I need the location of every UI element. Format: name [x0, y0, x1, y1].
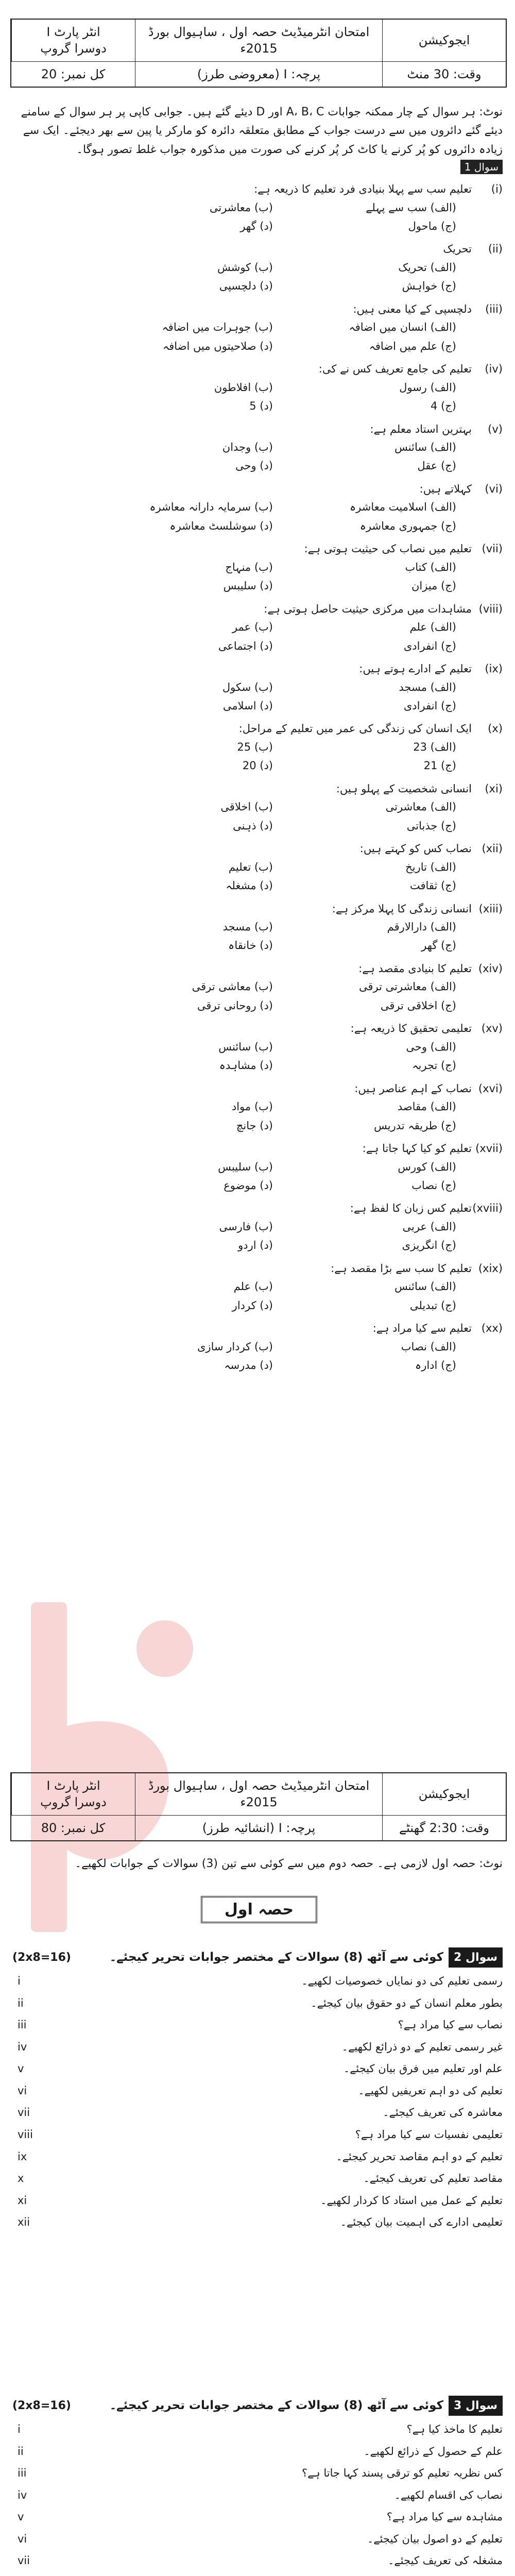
mcq-option-a: (الف) مسجد	[399, 681, 456, 693]
short-question-text: بطور معلم انسان کے دو حقوق بیان کیجئے۔	[311, 1996, 503, 2009]
mcq-stem	[12, 601, 503, 618]
short-question-text: علم اور تعلیم میں فرق بیان کیجئے۔	[343, 2062, 503, 2075]
mcq-option-c: (ج) 4	[431, 400, 456, 413]
mcq-stem	[12, 661, 503, 677]
mcq-options	[12, 1339, 503, 1374]
mcq-item	[12, 1081, 503, 1133]
short-question-number: xii	[18, 2216, 30, 2229]
total-marks-cell-2: کل نمبر: 80	[11, 1815, 135, 1840]
mcq-option-c: (ج) ادارہ	[415, 1359, 456, 1372]
mcq-option-a: (الف) معاشرتی	[385, 801, 456, 814]
short-question-number: iii	[18, 2019, 27, 2031]
mcq-option-b: (ب) سکول	[222, 681, 273, 693]
mcq-options	[12, 1159, 503, 1194]
mcq-option-d: (د) کردار	[232, 1299, 273, 1312]
question-3-list	[12, 2421, 503, 2576]
short-question-number: vi	[18, 2084, 27, 2097]
mcq-number: (i)	[491, 183, 503, 195]
paper-type-cell-2: پرچہ: I (انشائیہ طرز)	[135, 1815, 382, 1840]
mcq-question: نصاب کے اہم عناصر ہیں:	[354, 1082, 472, 1095]
mcq-item	[12, 181, 503, 234]
mcq-option-d: (د) اسلامی	[222, 699, 273, 712]
short-question-number: iii	[18, 2467, 27, 2480]
mcq-number: (v)	[488, 422, 503, 435]
mcq-option-d: (د) گھر	[240, 219, 273, 232]
mcq-option-b: (ب) 25	[237, 740, 273, 753]
exam-title-cell-2: امتحان انٹرمیڈیٹ حصہ اول ، ساہیوال بورڈ 2015ء	[135, 1773, 382, 1815]
short-question-text: تعلیمی ادارے کی اہمیت بیان کیجئے۔	[340, 2216, 503, 2229]
mcq-stem	[12, 1141, 503, 1157]
short-question-text: تعلیم کے دو اصول بیان کیجئے۔	[367, 2532, 503, 2545]
mcq-number: (xi)	[485, 782, 503, 795]
mcq-option-b: (ب) عمر	[232, 621, 273, 634]
part-label: انٹر پارٹ I	[46, 25, 100, 39]
short-question-text: کس نظریہ تعلیم کو ترقی پسند کہا جاتا ہے؟	[301, 2467, 503, 2480]
mcq-number: (xiv)	[478, 962, 503, 975]
mcq-item	[12, 901, 503, 954]
mcq-option-d: (د) مشاہدہ	[219, 1059, 273, 1072]
mcq-question: تعلیم سے کیا مراد ہے:	[372, 1322, 472, 1335]
question-2-title: کوئی سے آٹھ (8) سوالات کے مختصر جوابات تحریر کیجئے۔	[109, 1951, 443, 1964]
short-question-number: x	[18, 2172, 24, 2185]
short-question-number: v	[18, 2511, 24, 2523]
mcq-question: مشاہدات میں مرکزی حیثیت حاصل ہوتی ہے:	[264, 602, 472, 615]
mcq-stem	[12, 241, 503, 258]
mcq-stem	[12, 301, 503, 318]
short-question-text: تعلیم کے دو اہم مقاصد تحریر کیجئے۔	[336, 2150, 503, 2163]
mcq-number: (xx)	[481, 1322, 503, 1335]
mcq-stem	[12, 841, 503, 857]
question-2-tag: سوال 2	[449, 1947, 503, 1968]
mcq-option-b: (ب) کردار سازی	[197, 1340, 273, 1353]
mcq-stem	[12, 361, 503, 378]
mcq-option-a: (الف) عربی	[402, 1220, 456, 1233]
mcq-stem	[12, 1200, 503, 1217]
short-question	[12, 1995, 503, 2012]
objective-header	[10, 19, 507, 88]
short-question	[12, 2039, 503, 2056]
mcq-options	[12, 619, 503, 654]
short-question	[12, 2148, 503, 2165]
mcq-option-d: (د) 5	[249, 400, 273, 413]
mcq-question: انسانی شخصیت کے پہلو ہیں:	[336, 782, 472, 795]
mcq-options	[12, 439, 503, 474]
mcq-option-b: (ب) وجدان	[222, 441, 273, 453]
mcq-item	[12, 841, 503, 893]
short-question	[12, 2552, 503, 2569]
mcq-stem	[12, 781, 503, 798]
short-question-number: i	[18, 2423, 21, 2436]
mcq-stem	[12, 541, 503, 557]
mcq-option-d: (د) مشغلہ	[226, 879, 273, 892]
mcq-options	[12, 319, 503, 354]
mcq-number: (ii)	[488, 243, 503, 256]
short-question-text: تعلیم کا ماخذ کیا ہے؟	[406, 2423, 503, 2436]
watermark-logo-icon	[10, 1571, 227, 1963]
mcq-option-a: (الف) علم	[409, 621, 456, 634]
mcq-options	[12, 859, 503, 894]
mcq-stem	[12, 901, 503, 918]
short-question-text: غیر رسمی تعلیم کے دو ذرائع لکھیے۔	[341, 2040, 503, 2053]
question-1-tag: سوال 1	[460, 160, 503, 174]
question-3-marks: (2x8=16)	[12, 2399, 71, 2412]
mcq-option-a: (الف) 23	[413, 740, 456, 753]
exam-title-cell: امتحان انٹرمیڈیٹ حصہ اول ، ساہیوال بورڈ 2015ء	[135, 20, 382, 61]
mcq-option-c: (ج) 21	[423, 759, 456, 772]
mcq-stem	[12, 1021, 503, 1037]
mcq-item	[12, 781, 503, 834]
mcq-number: (vii)	[482, 543, 503, 555]
mcq-number: (xviii)	[472, 1202, 503, 1215]
mcq-options	[12, 1039, 503, 1074]
mcq-option-d: (د) اردو	[238, 1239, 273, 1252]
mcq-number: (x)	[488, 722, 503, 735]
short-question-text: مشغلہ کی تعریف کیجئے۔	[388, 2554, 503, 2567]
mcq-question: انسانی زندگی کا پہلا مرکز ہے:	[332, 902, 472, 915]
mcq-options	[12, 380, 503, 414]
mcq-item	[12, 601, 503, 654]
mcq-question: تعلیم کا بنیادی مقصد ہے:	[358, 962, 472, 975]
mcq-question: تعلیم کا سب سے بڑا مقصد ہے:	[331, 1262, 472, 1275]
question-2-block	[12, 1947, 503, 2231]
mcq-option-d: (د) وحی	[235, 460, 273, 472]
mcq-option-c: (ج) گھر	[421, 939, 456, 952]
mcq-option-b: (ب) سائنس	[218, 1040, 273, 1053]
mcq-item	[12, 361, 503, 414]
mcq-question: تعلیم کس زبان کا لفظ ہے:	[350, 1202, 472, 1215]
short-question-number: ix	[18, 2150, 27, 2163]
short-question-text: نصاب سے کیا مراد ہے؟	[398, 2019, 503, 2031]
mcq-option-c: (ج) نصاب	[411, 1179, 456, 1192]
mcq-option-b: (ب) جوہرات میں اضافہ	[162, 321, 273, 334]
mcq-option-c: (ج) جذباتی	[406, 819, 456, 832]
mcq-question: تعلیم کی جامع تعریف کس نے کی:	[318, 363, 472, 376]
mcq-question: بہترین استاد معلم ہے:	[370, 422, 472, 435]
subjective-header	[10, 1772, 507, 1841]
question-3-block	[12, 2396, 503, 2576]
mcq-option-a: (الف) تحریک	[398, 261, 456, 274]
short-question	[12, 2192, 503, 2209]
mcq-option-c: (ج) ثقافت	[409, 879, 456, 892]
mcq-stem	[12, 961, 503, 977]
mcq-options	[12, 739, 503, 774]
mcq-option-a: (الف) نصاب	[401, 1340, 456, 1353]
mcq-option-b: (ب) معاشرتی	[209, 201, 273, 214]
part-cell-2	[11, 1773, 135, 1815]
mcq-item	[12, 1021, 503, 1073]
mcq-stem	[12, 421, 503, 438]
mcq-option-d: (د) سلیبس	[223, 580, 273, 592]
mcq-option-b: (ب) مواد	[231, 1100, 273, 1113]
mcq-option-d: (د) سوشلسٹ معاشرہ	[169, 519, 273, 532]
mcq-options	[12, 560, 503, 594]
mcq-option-a: (الف) اسلامیت معاشرہ	[349, 501, 456, 514]
mcq-question: تعلیم کو کیا کہا جاتا ہے:	[362, 1142, 472, 1155]
time-cell-2: وقت: 2:30 گھنٹے	[382, 1815, 506, 1840]
short-question-text: تعلیم کی دو اہم تعریفیں لکھیے۔	[358, 2084, 503, 2097]
mcq-option-a: (الف) سائنس	[394, 441, 456, 453]
mcq-question: دلچسپی کے کیا معنی ہیں:	[353, 302, 472, 315]
question-3-tag: سوال 3	[449, 2396, 503, 2416]
mcq-number: (viii)	[478, 602, 503, 615]
mcq-number: (xii)	[482, 842, 503, 855]
mcq-option-d: (د) جانچ	[236, 1119, 273, 1132]
mcq-option-b: (ب) منہاج	[225, 561, 273, 573]
mcq-option-a: (الف) تاریخ	[405, 860, 456, 873]
mcq-option-a: (الف) کتاب	[405, 561, 456, 573]
mcq-option-b: (ب) کوشش	[217, 261, 273, 274]
short-question	[12, 2060, 503, 2077]
mcq-option-c: (ج) ماحول	[408, 219, 456, 232]
paper-type-cell: پرچہ: I (معروضی طرز)	[135, 61, 382, 87]
mcq-options	[12, 1279, 503, 1313]
mcq-option-c: (ج) میزان	[411, 580, 456, 592]
short-question	[12, 2082, 503, 2099]
mcq-option-a: (الف) وحی	[406, 1040, 456, 1053]
mcq-option-a: (الف) سائنس	[394, 1280, 456, 1293]
time-cell: وقت: 30 منٹ	[382, 61, 506, 87]
mcq-section	[12, 160, 503, 1374]
mcq-question: کہلاتے ہیں:	[419, 482, 472, 495]
mcq-number: (xix)	[478, 1262, 503, 1275]
short-question	[12, 2016, 503, 2033]
mcq-option-b: (ب) تعلیم	[228, 860, 273, 873]
short-question-number: i	[18, 1975, 21, 1988]
short-question	[12, 2509, 503, 2526]
mcq-options	[12, 919, 503, 954]
mcq-option-c: (ج) اخلاقی ترقی	[380, 999, 456, 1012]
short-question-number: vii	[18, 2106, 30, 2119]
part-1-title: حصہ اول	[201, 1896, 317, 1923]
question-3-title: کوئی سے آٹھ (8) سوالات کے مختصر جوابات تحریر کیجئے۔	[109, 2399, 443, 2413]
mcq-option-b: (ب) مسجد	[222, 921, 273, 933]
short-question-number: ii	[18, 2445, 24, 2458]
mcq-option-c: (ج) علم میں اضافہ	[369, 340, 456, 352]
mcq-option-c: (ج) تبدیلی	[409, 1299, 456, 1312]
mcq-option-c: (ج) انفرادی	[403, 699, 456, 712]
mcq-question: تعلیمی تحقیق کا ذریعہ ہے:	[350, 1022, 472, 1035]
short-question-number: iv	[18, 2040, 27, 2053]
mcq-options	[12, 1099, 503, 1133]
mcq-option-a: (الف) انسان میں اضافہ	[349, 321, 456, 334]
mcq-question: تعلیم کے ادارے ہوتے ہیں:	[359, 663, 472, 675]
mcq-option-c: (ج) خواہش	[402, 280, 456, 293]
short-question-number: iv	[18, 2488, 27, 2501]
mcq-stem	[12, 181, 503, 198]
mcq-option-c: (ج) تجربہ	[412, 1059, 456, 1072]
mcq-option-b: (ب) علم	[233, 1280, 273, 1293]
mcq-question: ایک انسان کی زندگی کی عمر میں تعلیم کے مراحل:	[238, 722, 472, 735]
mcq-option-d: (د) مدرسہ	[224, 1359, 273, 1372]
mcq-item	[12, 481, 503, 534]
mcq-item	[12, 1320, 503, 1373]
mcq-options	[12, 260, 503, 294]
mcq-option-c: (ج) جمہوری معاشرہ	[359, 519, 456, 532]
short-question-text: مشاہدہ سے کیا مراد ہے؟	[386, 2511, 503, 2523]
mcq-number: (iv)	[485, 363, 503, 376]
short-question	[12, 2170, 503, 2187]
mcq-option-a: (الف) سب سے پہلے	[366, 201, 456, 214]
mcq-option-d: (د) اجتماعی	[218, 639, 273, 652]
mcq-number: (xiii)	[478, 902, 503, 915]
short-question-text: علم کے حصول کے ذرائع لکھیے۔	[364, 2445, 503, 2458]
short-question	[12, 1973, 503, 1990]
mcq-number: (iii)	[485, 302, 503, 315]
mcq-item	[12, 961, 503, 1013]
question-2-marks: (2x8=16)	[12, 1951, 71, 1964]
mcq-number: (vi)	[485, 482, 503, 495]
mcq-option-d: (د) 20	[242, 759, 273, 772]
objective-instructions: نوٹ: ہر سوال کے چار ممکنہ جوابات A، B، C اور D دیئے گئے ہیں۔ جوابی کاپی پر ہر سوال کے سامنے دیئے گئے دائروں میں سے درست جواب کے مطابق متعلقہ دائرہ کو مارکر یا پین سے بھر دیجئے۔ ایک سے زیادہ دائروں کو پُر کرنے یا کاٹ کر پُر کرنے کی صورت میں مذکورہ جواب غلط تصور ہوگا۔	[21, 106, 503, 156]
short-question	[12, 2443, 503, 2460]
mcq-number: (xvi)	[478, 1082, 503, 1095]
mcq-option-d: (د) ذہنی	[233, 819, 273, 832]
mcq-question: تعلیم سب سے پہلا بنیادی فرد تعلیم کا ذریعہ ہے:	[254, 183, 472, 195]
mcq-item	[12, 661, 503, 714]
mcq-option-b: (ب) فارسی	[219, 1220, 273, 1233]
subject-cell: ایجوکیشن	[382, 20, 506, 61]
mcq-options	[12, 680, 503, 714]
mcq-item	[12, 721, 503, 773]
mcq-option-c: (ج) انفرادی	[403, 639, 456, 652]
mcq-stem	[12, 481, 503, 498]
short-question	[12, 2104, 503, 2121]
mcq-options	[12, 979, 503, 1013]
subject-cell-2: ایجوکیشن	[382, 1773, 506, 1815]
mcq-list	[12, 181, 503, 1374]
mcq-option-d: (د) دلچسپی	[219, 280, 273, 293]
short-question-text: تعلیم کے عمل میں استاد کا کردار لکھیے۔	[320, 2194, 503, 2207]
short-question-number: ii	[18, 1996, 24, 2009]
mcq-option-b: (ب) افلاطون	[214, 381, 273, 394]
mcq-question: تحریک	[443, 243, 472, 256]
short-question	[12, 2465, 503, 2482]
mcq-option-d: (د) خانقاہ	[228, 939, 273, 952]
group-label-2: دوسرا گروپ	[40, 1795, 107, 1810]
mcq-option-b: (ب) اخلاقی	[220, 801, 273, 814]
mcq-stem	[12, 1261, 503, 1277]
mcq-option-c: (ج) انگریزی	[402, 1239, 456, 1252]
short-question-text: رسمی تعلیم کی دو نمایاں خصوصیات لکھیے۔	[301, 1975, 503, 1988]
mcq-number: (ix)	[485, 663, 503, 675]
short-question-number: v	[18, 2062, 24, 2075]
part-label-2: انٹر پارٹ I	[46, 1778, 100, 1793]
mcq-option-d: (د) صلاحیتوں میں اضافہ	[162, 340, 273, 352]
group-label: دوسرا گروپ	[40, 41, 107, 56]
short-question-text: تعلیمی نفسیات سے کیا مراد ہے؟	[355, 2128, 503, 2141]
short-question-text: نصاب کی اقسام لکھیے۔	[394, 2488, 503, 2501]
short-question-number: vii	[18, 2554, 30, 2567]
short-question	[12, 2531, 503, 2548]
mcq-item	[12, 241, 503, 294]
mcq-item	[12, 301, 503, 354]
mcq-option-b: (ب) سرمایہ دارانہ معاشرہ	[149, 501, 273, 514]
mcq-number: (xv)	[481, 1022, 503, 1035]
short-question-number: vi	[18, 2532, 27, 2545]
mcq-option-a: (الف) رسول	[399, 381, 456, 394]
short-question-number: viii	[18, 2128, 33, 2141]
question-2-list	[12, 1973, 503, 2231]
mcq-option-c: (ج) عقل	[417, 460, 456, 472]
mcq-stem	[12, 721, 503, 737]
mcq-stem	[12, 1320, 503, 1337]
mcq-item	[12, 541, 503, 594]
short-question	[12, 2421, 503, 2438]
short-question	[12, 2214, 503, 2231]
mcq-option-b: (ب) معاشی ترقی	[192, 980, 273, 993]
short-question-text: مقاصد تعلیم کی تعریف کیجئے۔	[363, 2172, 503, 2185]
mcq-options	[12, 200, 503, 234]
total-marks-cell: کل نمبر: 20	[11, 61, 135, 87]
mcq-question: تعلیم میں نصاب کی حیثیت ہوتی ہے:	[304, 543, 472, 555]
part-cell	[11, 20, 135, 61]
mcq-stem	[12, 1081, 503, 1097]
mcq-option-a: (الف) مقاصد	[397, 1100, 456, 1113]
subjective-instructions: نوٹ: حصہ اول لازمی ہے۔ حصہ دوم میں سے کوئی سے تین (3) سوالات کے جوابات لکھیے۔	[75, 1857, 503, 1870]
mcq-question: نصاب کس کو کہتے ہیں:	[359, 842, 472, 855]
mcq-item	[12, 1200, 503, 1253]
mcq-item	[12, 1141, 503, 1193]
short-question	[12, 2126, 503, 2143]
mcq-options	[12, 499, 503, 534]
mcq-option-b: (ب) سلیبس	[218, 1160, 273, 1173]
mcq-options	[12, 799, 503, 834]
mcq-option-a: (الف) معاشرتی ترقی	[359, 980, 456, 993]
mcq-options	[12, 1219, 503, 1253]
mcq-number: (xvii)	[475, 1142, 503, 1155]
mcq-option-d: (د) موضوع	[224, 1179, 273, 1192]
mcq-option-d: (د) روحانی ترقی	[197, 999, 273, 1012]
mcq-option-a: (الف) کورس	[398, 1160, 456, 1173]
mcq-item	[12, 1261, 503, 1313]
mcq-option-a: (الف) دارالارقم	[387, 921, 456, 933]
short-question-number: xi	[18, 2194, 27, 2207]
mcq-option-c: (ج) طریقہ تدریس	[374, 1119, 456, 1132]
mcq-item	[12, 421, 503, 474]
short-question-text: معاشرہ کی تعریف کیجئے۔	[383, 2106, 503, 2119]
short-question	[12, 2487, 503, 2504]
